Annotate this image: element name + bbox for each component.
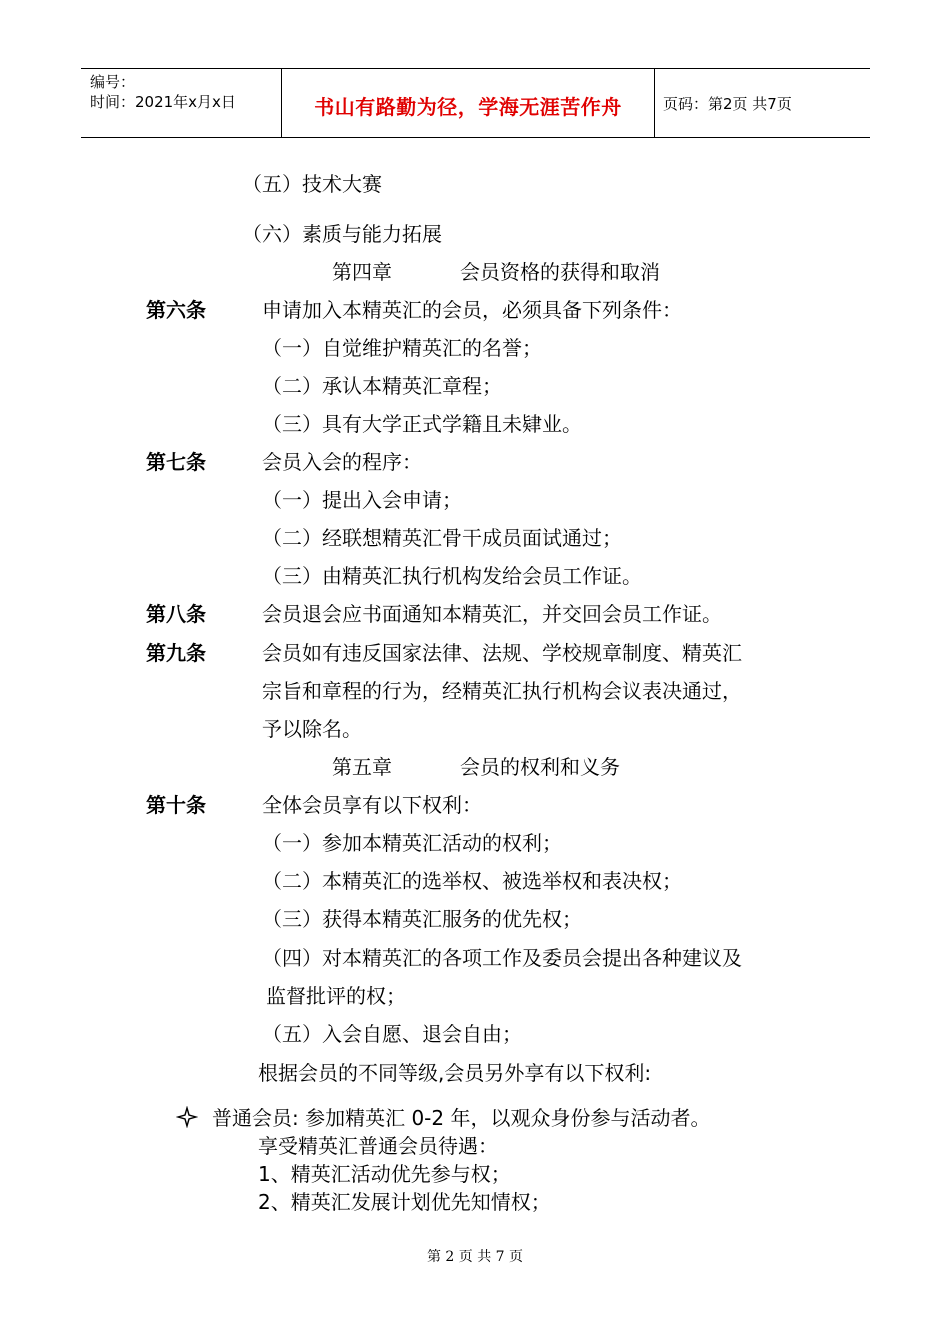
chapter-4-number: 第四章 (332, 260, 392, 284)
article-9-line-1: 会员如有违反国家法律、法规、学校规章制度、精英汇 (262, 641, 742, 665)
article-7-item-1: （一）提出入会申请； (262, 488, 462, 512)
chapter-4-title: 会员资格的获得和取消 (460, 260, 660, 284)
article-10-label: 第十条 (146, 793, 206, 817)
article-6-item-1: （一）自觉维护精英汇的名誉； (262, 336, 542, 360)
regular-member-title: 普通会员: 参加精英汇 0-2 年，以观众身份参与活动者。 (212, 1106, 711, 1130)
article-10-item-2: （二）本精英汇的选举权、被选举权和表决权； (262, 869, 682, 893)
grade-intro: 根据会员的不同等级,会员另外享有以下权利: (258, 1061, 652, 1085)
article-8-text: 会员退会应书面通知本精英汇，并交回会员工作证。 (262, 602, 722, 626)
article-10-text: 全体会员享有以下权利： (262, 793, 482, 817)
article-10-item-5: （五）入会自愿、退会自由； (262, 1022, 522, 1046)
chapter-5-number: 第五章 (332, 755, 392, 779)
article-7-item-2: （二）经联想精英汇骨干成员面试通过； (262, 526, 622, 550)
page-footer: 第 2 页 共 7 页 (426, 1249, 524, 1265)
regular-member-right-1: 1、精英汇活动优先参与权； (258, 1162, 511, 1186)
article-6-item-2: （二）承认本精英汇章程； (262, 374, 502, 398)
page-label: 页码：第2页 共7页 (663, 95, 792, 113)
article-9-line-3: 予以除名。 (262, 717, 362, 741)
header-page-cell (654, 69, 870, 137)
motto: 书山有路勤为径，学海无涯苦作舟 (314, 95, 622, 119)
article-10-item-3: （三）获得本精英汇服务的优先权； (262, 907, 582, 931)
article-10-item-4b: 监督批评的权； (266, 984, 406, 1008)
article-7-text: 会员入会的程序： (262, 450, 422, 474)
article-7-item-3: （三）由精英汇执行机构发给会员工作证。 (262, 564, 642, 588)
item-6: （六）素质与能力拓展 (242, 222, 442, 246)
article-10-item-4a: （四）对本精英汇的各项工作及委员会提出各种建议及 (262, 946, 742, 970)
header-motto-cell (281, 69, 655, 137)
diamond-outline-icon (176, 1106, 198, 1133)
time-label: 时间：2021年x月x日 (90, 93, 236, 111)
number-label: 编号： (90, 73, 136, 91)
article-9-label: 第九条 (146, 641, 206, 665)
regular-member-enjoy: 享受精英汇普通会员待遇： (258, 1134, 498, 1158)
article-6-text: 申请加入本精英汇的会员，必须具备下列条件： (262, 298, 682, 322)
article-9-line-2: 宗旨和章程的行为，经精英汇执行机构会议表决通过， (262, 679, 742, 703)
article-6-label: 第六条 (146, 298, 206, 322)
regular-member-right-2: 2、精英汇发展计划优先知情权； (258, 1190, 551, 1214)
chapter-5-title: 会员的权利和义务 (460, 755, 620, 779)
header-info-cell (81, 69, 281, 137)
item-5: （五）技术大赛 (242, 172, 382, 196)
article-6-item-3: （三）具有大学正式学籍且未肄业。 (262, 412, 582, 436)
article-10-item-1: （一）参加本精英汇活动的权利； (262, 831, 562, 855)
article-7-label: 第七条 (146, 450, 206, 474)
article-8-label: 第八条 (146, 602, 206, 626)
page-header (81, 68, 870, 138)
